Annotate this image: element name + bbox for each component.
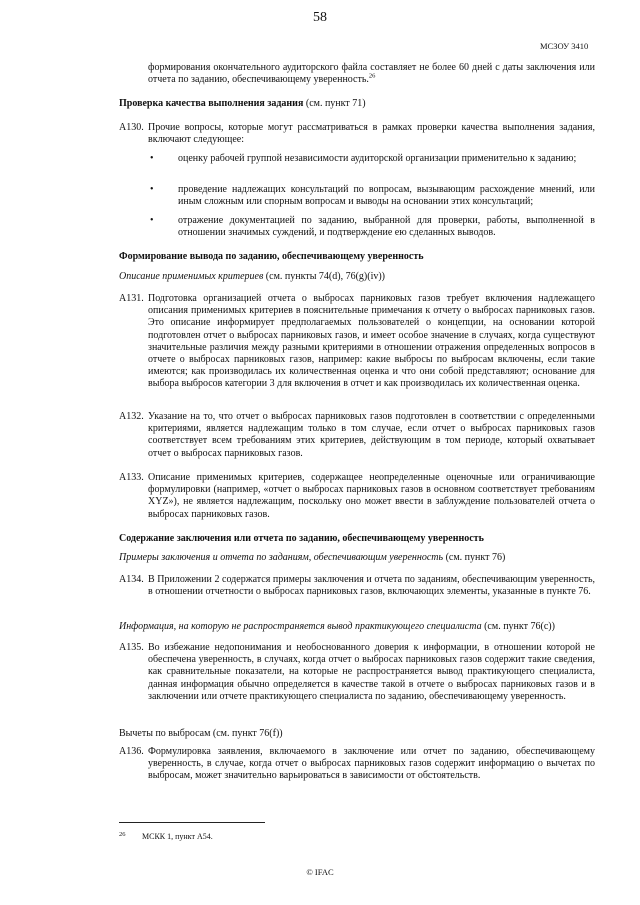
paragraph-a130: Прочие вопросы, которые могут рассматриваться в рамках проверки качества выполнения задания, включают следующее:	[148, 122, 595, 146]
paragraph-number: A133.	[119, 472, 144, 483]
intro-text: формирования окончательного аудиторского файла составляет не более 60 дней с даты заключения или отчета по заданию, обеспечивающему уверенность.	[148, 62, 595, 86]
intro-paragraph	[148, 62, 595, 86]
subheading-ref: (см. пункт 76)	[443, 552, 506, 563]
subheading-ref: (см. пункт 76(c))	[481, 621, 555, 632]
document-id: МСЗОУ 3410	[540, 41, 589, 51]
paragraph-number: A130.	[119, 122, 144, 133]
subheading-text: Описание применимых критериев	[119, 271, 264, 282]
subheading-deductions: Вычеты по выбросам (см. пункт 76(f))	[119, 728, 283, 739]
copyright-footer: © IFAC	[306, 867, 334, 877]
bullet-icon: •	[150, 215, 154, 226]
section-heading-conclusion: Формирование вывода по заданию, обеспечивающему уверенность	[119, 251, 424, 262]
bullet-item: проведение надлежащих консультаций по вопросам, вызывающим расхождение мнений, или иным сложным или спорным вопросам и выводы на основании этих консультаций;	[178, 184, 595, 208]
section-heading-report-content: Содержание заключения или отчета по заданию, обеспечивающему уверенность	[119, 533, 484, 544]
bullet-item: оценку рабочей группой независимости аудиторской организации применительно к заданию;	[178, 153, 577, 164]
footnote-mark: 26	[119, 831, 126, 838]
subheading-criteria	[119, 271, 595, 283]
subheading-excluded-info	[119, 621, 595, 633]
footnote-text: МСКК 1, пункт A54.	[142, 832, 213, 841]
paragraph-number: A135.	[119, 642, 144, 653]
footnote-ref: 26	[368, 72, 376, 80]
subheading-text: Примеры заключения и отчета по заданиям, обеспечивающим уверенность	[119, 552, 444, 563]
bullet-icon: •	[150, 153, 154, 164]
paragraph-a136: Формулировка заявления, включаемого в заключение или отчет по заданию, обеспечивающему уверенность, в случае, когда отчет о выбросах парниковых газов содержит информацию о вычетах по выбросам, может значительно варьироваться в зависимости от обстоятельств.	[148, 746, 595, 782]
paragraph-number: A136.	[119, 746, 144, 757]
page-number: 58	[313, 10, 327, 25]
paragraph-a135: Во избежание недопонимания и необоснованного доверия к информации, в отношении которой не обеспечена уверенность, в случаях, когда отчет о выбросах парниковых газов содержит такие сведения, как сравнительные показатели, на которые не распространяется вывод практикующего специалиста, данная информация обычно определяется в качестве такой в отчете о выбросах парниковых газов и в заключении или отчете практикующего специалиста по заданию, обеспечивающему уверенность.	[148, 642, 595, 702]
paragraph-number: A134.	[119, 574, 144, 585]
paragraph-a131: Подготовка организацией отчета о выбросах парниковых газов требует включения надлежащего описания применимых критериев в пояснительные примечания к отчету о выбросах парниковых газов. Это описание информирует предполагаемых пользователей о концепции, на основании которой подготовлен отчет о выбросах парниковых газов, и имеет особое значение в случаях, когда существуют значительные различия между разными критериями в отношении отражения определенных вопросов в отчете о выбросах парниковых газов, например: какие выбросы по выбросам включены, если такие имеются; как производилась их количественная оценка и что они собой представляют; основание для выбора выбросов категории 3 для включения в отчет и как производилась их количественная оценка.	[148, 293, 595, 390]
heading-text: Проверка качества выполнения задания	[119, 98, 304, 109]
subheading-examples	[119, 552, 595, 564]
paragraph-a134: В Приложении 2 содержатся примеры заключения и отчета по заданиям, обеспечивающим уверенность, в отношении отчетности о выбросах парниковых газов, включающих элементы, указанные в пункте 76.	[148, 574, 595, 598]
bullet-item: отражение документацией по заданию, выбранной для проверки, работы, выполненной в отношении значимых суждений, и подтверждение ею сделанных выводов.	[178, 215, 595, 239]
paragraph-a133: Описание применимых критериев, содержащее неопределенные оценочные или ограничивающие формулировки (например, «отчет о выбросах парниковых газов в основном соответствует требованиям XYZ»), не является надлежащим, поскольку оно может ввести в заблуждение пользователей отчета о выбросах парниковых газов.	[148, 472, 595, 520]
paragraph-number: A132.	[119, 411, 144, 422]
section-heading-quality-review	[119, 98, 595, 110]
subheading-ref: (см. пункты 74(d), 76(g)(iv))	[263, 271, 386, 282]
paragraph-a132: Указание на то, что отчет о выбросах парниковых газов подготовлен в соответствии с определенными критериями, является надлежащим только в том случае, если отчет о выбросах парниковых газов соответствует всем требованиям этих критериев, действующим в том периоде, который охватывает отчет о выбросах парниковых газов.	[148, 411, 595, 459]
bullet-icon: •	[150, 184, 154, 195]
subheading-text: Информация, на которую не распространяется вывод практикующего специалиста	[119, 621, 482, 632]
paragraph-number: A131.	[119, 293, 144, 304]
heading-ref: (см. пункт 71)	[303, 98, 366, 109]
footnote-divider	[119, 822, 265, 823]
